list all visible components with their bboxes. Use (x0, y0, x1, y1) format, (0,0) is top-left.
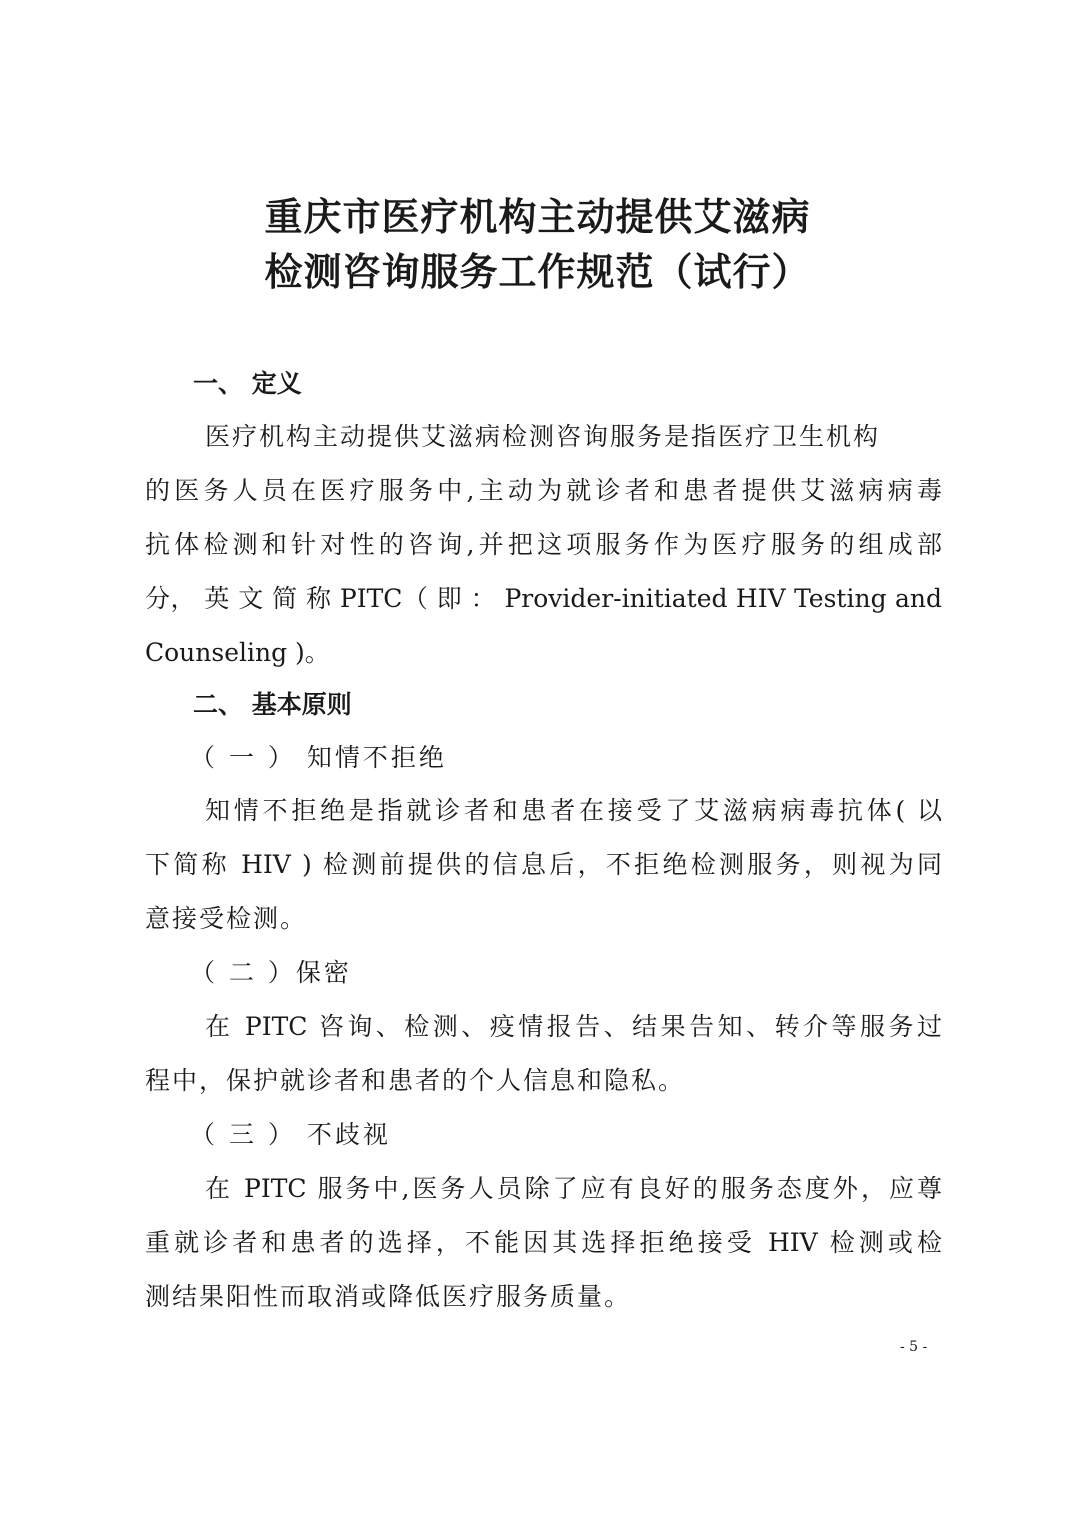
paragraph-line: 意接受检测。 (145, 904, 308, 933)
paragraph-line: 重就诊者和患者的选择，不能因其选择拒绝接受 HIV 检测或检 (145, 1228, 942, 1257)
paragraph-line: 的医务人员在医疗服务中,主动为就诊者和患者提供艾滋病病毒 (145, 476, 942, 505)
paragraph-line: 知情不拒绝是指就诊者和患者在接受了艾滋病病毒抗体( 以 (205, 796, 942, 825)
subheading-confidentiality: （ 二 ）保密 (190, 958, 352, 987)
section-heading-definition: 一、 定义 (193, 369, 302, 398)
page-number: - 5 - (900, 1339, 928, 1355)
paragraph-line: 在 PITC 咨询、检测、疫情报告、结果告知、转介等服务过 (205, 1012, 942, 1041)
document-title-line2: 检测咨询服务工作规范（试行） (264, 249, 811, 294)
subheading-informed: （ 一 ） 知情不拒绝 (190, 743, 447, 772)
section-heading-principles: 二、 基本原则 (193, 690, 352, 719)
paragraph-line: 分， 英 文 简 称 PITC（ 即 ： Provider-initiated HIV Testing and (145, 584, 942, 613)
paragraph-line: 医疗机构主动提供艾滋病检测咨询服务是指医疗卫生机构 (205, 422, 881, 451)
paragraph-line: 程中，保护就诊者和患者的个人信息和隐私。 (145, 1066, 686, 1095)
paragraph-line: 测结果阳性而取消或降低医疗服务质量。 (145, 1282, 632, 1311)
paragraph-line: 下简称 HIV ) 检测前提供的信息后，不拒绝检测服务，则视为同 (145, 850, 942, 879)
subheading-nondiscrimination: （ 三 ） 不歧视 (190, 1120, 391, 1149)
paragraph-line: Counseling )。 (145, 638, 330, 667)
paragraph-line: 抗体检测和针对性的咨询,并把这项服务作为医疗服务的组成部 (145, 530, 942, 559)
paragraph-line: 在 PITC 服务中,医务人员除了应有良好的服务态度外，应尊 (205, 1174, 942, 1203)
document-title-line1: 重庆市医疗机构主动提供艾滋病 (264, 194, 811, 239)
